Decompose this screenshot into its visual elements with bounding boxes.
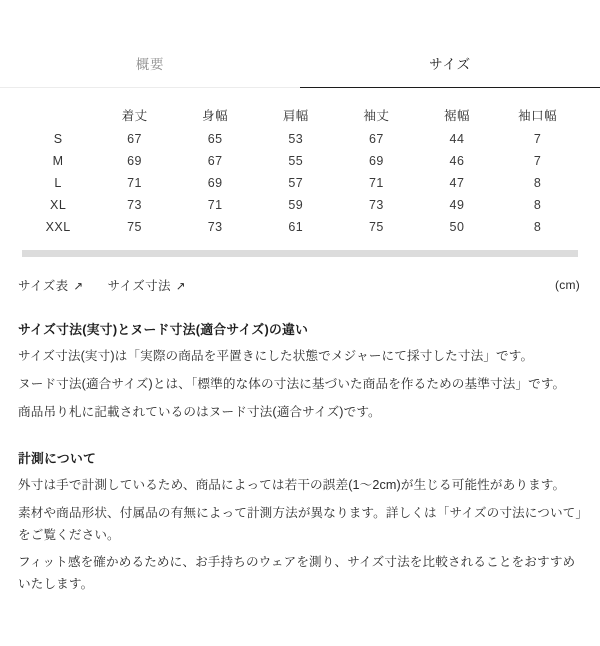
- cell-hem-width: 47: [449, 176, 465, 190]
- table-row: [22, 216, 578, 238]
- cell-cuff-width: 8: [533, 176, 542, 190]
- cell-chest-width: 67: [207, 154, 223, 168]
- size-table-head: [22, 102, 578, 128]
- column-header-sleeve-length: 袖丈: [363, 109, 390, 123]
- cell-cuff-width: 8: [533, 220, 542, 234]
- cell-chest-width: 73: [207, 220, 223, 234]
- row-size-label: S: [53, 132, 63, 146]
- cell-sleeve-length: 73: [368, 198, 384, 212]
- table-row: [22, 172, 578, 194]
- paragraph-tolerance: 外寸は手で計測しているため、商品によっては若干の誤差(1〜2cm)が生じる可能性があります。: [18, 478, 566, 493]
- cell-sleeve-length: 71: [368, 176, 384, 190]
- size-explanation-section: [0, 320, 600, 596]
- size-table-body: [22, 128, 578, 238]
- column-header-chest-width: 身幅: [202, 109, 229, 123]
- external-link-arrow-icon: ↗: [73, 281, 84, 293]
- cell-length: 71: [127, 176, 143, 190]
- cell-length: 69: [127, 154, 143, 168]
- size-table-container: [0, 102, 600, 238]
- cell-sleeve-length: 69: [368, 154, 384, 168]
- cell-hem-width: 50: [449, 220, 465, 234]
- tab-size-label: サイズ: [429, 57, 471, 72]
- cell-hem-width: 46: [449, 154, 465, 168]
- cell-shoulder-width: 61: [288, 220, 304, 234]
- size-tab-panel: [0, 46, 600, 646]
- tab-bar: [0, 46, 600, 88]
- size-measurements-link-label: サイズ寸法: [107, 279, 171, 293]
- size-measurements-link[interactable]: [108, 276, 186, 294]
- row-size-label: M: [52, 154, 64, 168]
- paragraph-actual-measurement: サイズ寸法(実寸)は「実際の商品を平置きにした状態でメジャーにて採寸した寸法」です。: [18, 349, 534, 364]
- cell-hem-width: 49: [449, 198, 465, 212]
- cell-shoulder-width: 53: [288, 132, 304, 146]
- size-chart-link[interactable]: [18, 276, 84, 294]
- size-table: [22, 102, 578, 238]
- column-header-cuff-width: 袖口幅: [518, 109, 558, 123]
- table-row: [22, 150, 578, 172]
- paragraph-nude-measurement: ヌード寸法(適合サイズ)とは、「標準的な体の寸法に基づいた商品を作るための基準寸法」です。: [18, 376, 566, 391]
- paragraph-fit-recommendation: フィット感を確かめるために、お手持ちのウェアを測り、サイズ寸法を比較されることをおすすめいたします。: [18, 555, 576, 591]
- paragraph-hangtag-note: 商品吊り札に記載されているのはヌード寸法(適合サイズ)です。: [18, 404, 381, 419]
- cell-length: 73: [127, 198, 143, 212]
- cell-sleeve-length: 75: [368, 220, 384, 234]
- cell-chest-width: 69: [207, 176, 223, 190]
- cell-cuff-width: 7: [533, 132, 542, 146]
- row-size-label: XL: [49, 198, 67, 212]
- section-spacer: [18, 429, 582, 449]
- cell-sleeve-length: 67: [368, 132, 384, 146]
- cell-hem-width: 44: [449, 132, 465, 146]
- cell-chest-width: 65: [207, 132, 223, 146]
- table-links-row: [0, 276, 600, 294]
- column-header-shoulder-width: 肩幅: [282, 109, 309, 123]
- row-size-label: XXL: [45, 220, 71, 234]
- cell-chest-width: 71: [207, 198, 223, 212]
- column-header-size: [22, 102, 94, 128]
- section-heading-measurement-difference: サイズ寸法(実寸)とヌード寸法(適合サイズ)の違い: [18, 322, 309, 337]
- unit-label: (cm): [555, 278, 580, 292]
- paragraph-method-varies: 素材や商品形状、付属品の有無によって計測方法が異なります。詳しくは「サイズの寸法について」をご覧ください。: [18, 506, 582, 542]
- cell-shoulder-width: 55: [288, 154, 304, 168]
- size-chart-link-label: サイズ表: [18, 279, 69, 293]
- column-header-hem-width: 裾幅: [444, 109, 471, 123]
- section-heading-about-measuring: 計測について: [18, 451, 97, 467]
- tab-overview[interactable]: [0, 46, 300, 88]
- column-header-length: 着丈: [121, 109, 148, 123]
- row-size-label: L: [54, 176, 62, 190]
- cell-cuff-width: 7: [533, 154, 542, 168]
- table-row: [22, 128, 578, 150]
- table-header-row: [22, 102, 578, 128]
- cell-shoulder-width: 57: [288, 176, 304, 190]
- cell-cuff-width: 8: [533, 198, 542, 212]
- tab-size[interactable]: [300, 46, 600, 88]
- table-horizontal-scrollbar[interactable]: [22, 250, 578, 257]
- table-row: [22, 194, 578, 216]
- cell-length: 67: [127, 132, 143, 146]
- cell-shoulder-width: 59: [288, 198, 304, 212]
- tab-overview-label: 概要: [135, 57, 165, 72]
- cell-length: 75: [127, 220, 143, 234]
- external-link-arrow-icon: ↗: [175, 281, 186, 293]
